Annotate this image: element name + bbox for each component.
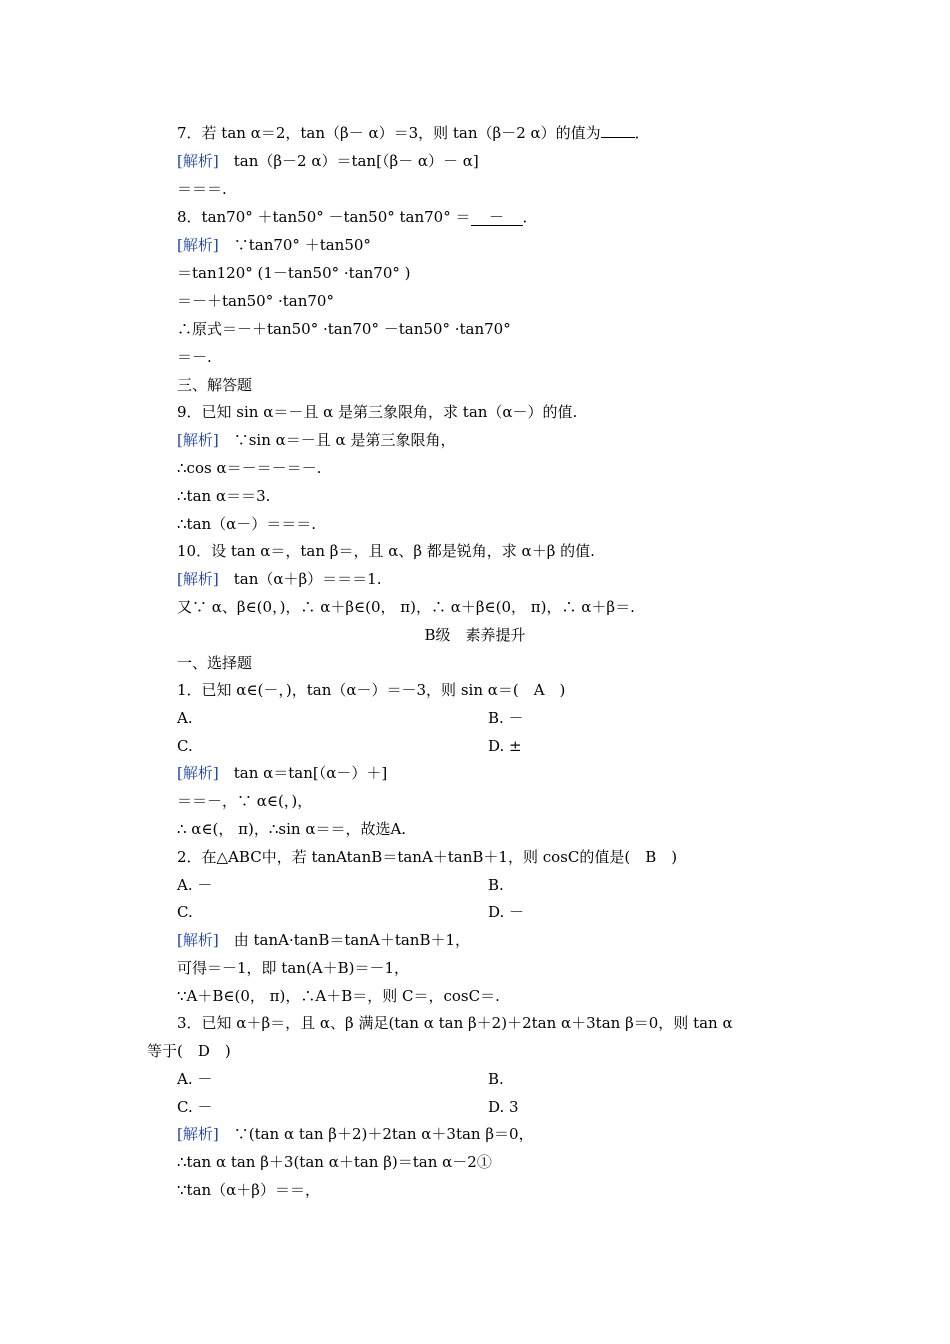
- b3-option-a: A. －: [177, 1070, 213, 1088]
- q7-analysis-line2: ＝＝＝.: [177, 180, 227, 198]
- b1-option-d: D. ±: [488, 737, 522, 755]
- analysis-label: [解析]: [177, 1125, 219, 1143]
- b1-option-a: A.: [177, 709, 193, 727]
- q8-stem: 8．tan70° ＋tan50° －tan50° tan70° ＝ － ．: [177, 208, 538, 226]
- q8-analysis-line4: ∴原式＝－＋tan50° ·tan70° －tan50° ·tan70°: [177, 320, 511, 338]
- b3-analysis-line2: ∴tan α tan β＋3(tan α＋tan β)＝tan α－2①: [177, 1153, 492, 1171]
- b1-analysis-line3: ∴ α∈(， π)，∴sin α＝＝，故选A.: [177, 820, 407, 838]
- analysis-label: [解析]: [177, 764, 219, 782]
- q9-analysis-line4: ∴tan（α－）＝＝＝.: [177, 515, 317, 533]
- q8-analysis-line2: ＝tan120° (1－tan50° ·tan70° ): [177, 264, 411, 282]
- b3-option-c: C. －: [177, 1098, 213, 1116]
- b1-analysis: [解析] tan α＝tan[（α－）＋]: [177, 764, 388, 782]
- q10-analysis-line2: 又∵ α、β∈(0，)，∴ α＋β∈(0， π)，∴ α＋β∈(0， π)，∴ α＋β＝.: [177, 598, 635, 616]
- q8-answer-blank: －: [471, 209, 523, 226]
- b3-stem-line2: 等于( D ): [147, 1042, 231, 1060]
- q9-stem: 9．已知 sin α＝－且 α 是第三象限角，求 tan（α－）的值.: [177, 403, 578, 421]
- b2-option-b: B.: [488, 876, 504, 894]
- q8-analysis: [解析] ∵tan70° ＋tan50°: [177, 236, 371, 254]
- b1-analysis-line2: ＝＝－，∵ α∈(，)，: [177, 792, 313, 810]
- section-title-answers: 三、解答题: [177, 376, 253, 394]
- analysis-label: [解析]: [177, 931, 219, 949]
- b2-analysis: [解析] 由 tanA·tanB＝tanA＋tanB＋1，: [177, 931, 471, 949]
- b2-option-d: D. －: [488, 903, 525, 921]
- b1-option-b: B. －: [488, 709, 524, 727]
- section-title-choice: 一、选择题: [177, 654, 253, 672]
- q9-analysis-line3: ∴tan α＝＝3.: [177, 487, 271, 505]
- q7-analysis: [解析] tan（β－2 α）＝tan[（β－ α）－ α]: [177, 152, 479, 170]
- q9-analysis: [解析] ∵sin α＝－且 α 是第三象限角，: [177, 431, 456, 449]
- b2-option-c: C.: [177, 903, 193, 921]
- b2-stem: 2．在△ABC中，若 tanAtanB＝tanA＋tanB＋1，则 cosC的值是( B ): [177, 848, 678, 866]
- analysis-label: [解析]: [177, 152, 219, 170]
- b2-analysis-line2: 可得＝－1，即 tan(A＋B)＝－1，: [177, 959, 410, 977]
- analysis-label: [解析]: [177, 570, 219, 588]
- q7-stem: 7．若 tan α＝2，tan（β－ α）＝3，则 tan（β－2 α）的值为 ．: [177, 124, 650, 142]
- b1-option-c: C.: [177, 737, 193, 755]
- b2-option-a: A. －: [177, 876, 213, 894]
- q7-answer-blank: [601, 137, 635, 138]
- b3-option-d: D. 3: [488, 1098, 519, 1116]
- b3-analysis: [解析] ∵(tan α tan β＋2)＋2tan α＋3tan β＝0，: [177, 1125, 534, 1143]
- q10-stem: 10．设 tan α＝，tan β＝，且 α、β 都是锐角，求 α＋β 的值.: [177, 542, 595, 560]
- q10-analysis: [解析] tan（α＋β）＝＝＝1.: [177, 570, 382, 588]
- b3-stem: 3．已知 α＋β＝，且 α、β 满足(tan α tan β＋2)＋2tan α＋3tan β＝0，则 tan α: [177, 1014, 733, 1032]
- b3-option-b: B.: [488, 1070, 504, 1088]
- q8-analysis-line3: ＝－＋tan50° ·tan70°: [177, 292, 334, 310]
- q9-analysis-line2: ∴cos α＝－＝－＝－.: [177, 459, 322, 477]
- b2-analysis-line3: ∵A＋B∈(0， π)，∴A＋B＝，则 C＝，cosC＝.: [177, 987, 500, 1005]
- b1-stem: 1．已知 α∈(－，)，tan（α－）＝－3，则 sin α＝( A ): [177, 681, 566, 699]
- analysis-label: [解析]: [177, 431, 219, 449]
- analysis-label: [解析]: [177, 236, 219, 254]
- b3-analysis-line3: ∵tan（α＋β）＝＝，: [177, 1181, 320, 1199]
- level-b-title: B级 素养提升: [424, 626, 526, 644]
- q8-analysis-line5: ＝－.: [177, 348, 212, 366]
